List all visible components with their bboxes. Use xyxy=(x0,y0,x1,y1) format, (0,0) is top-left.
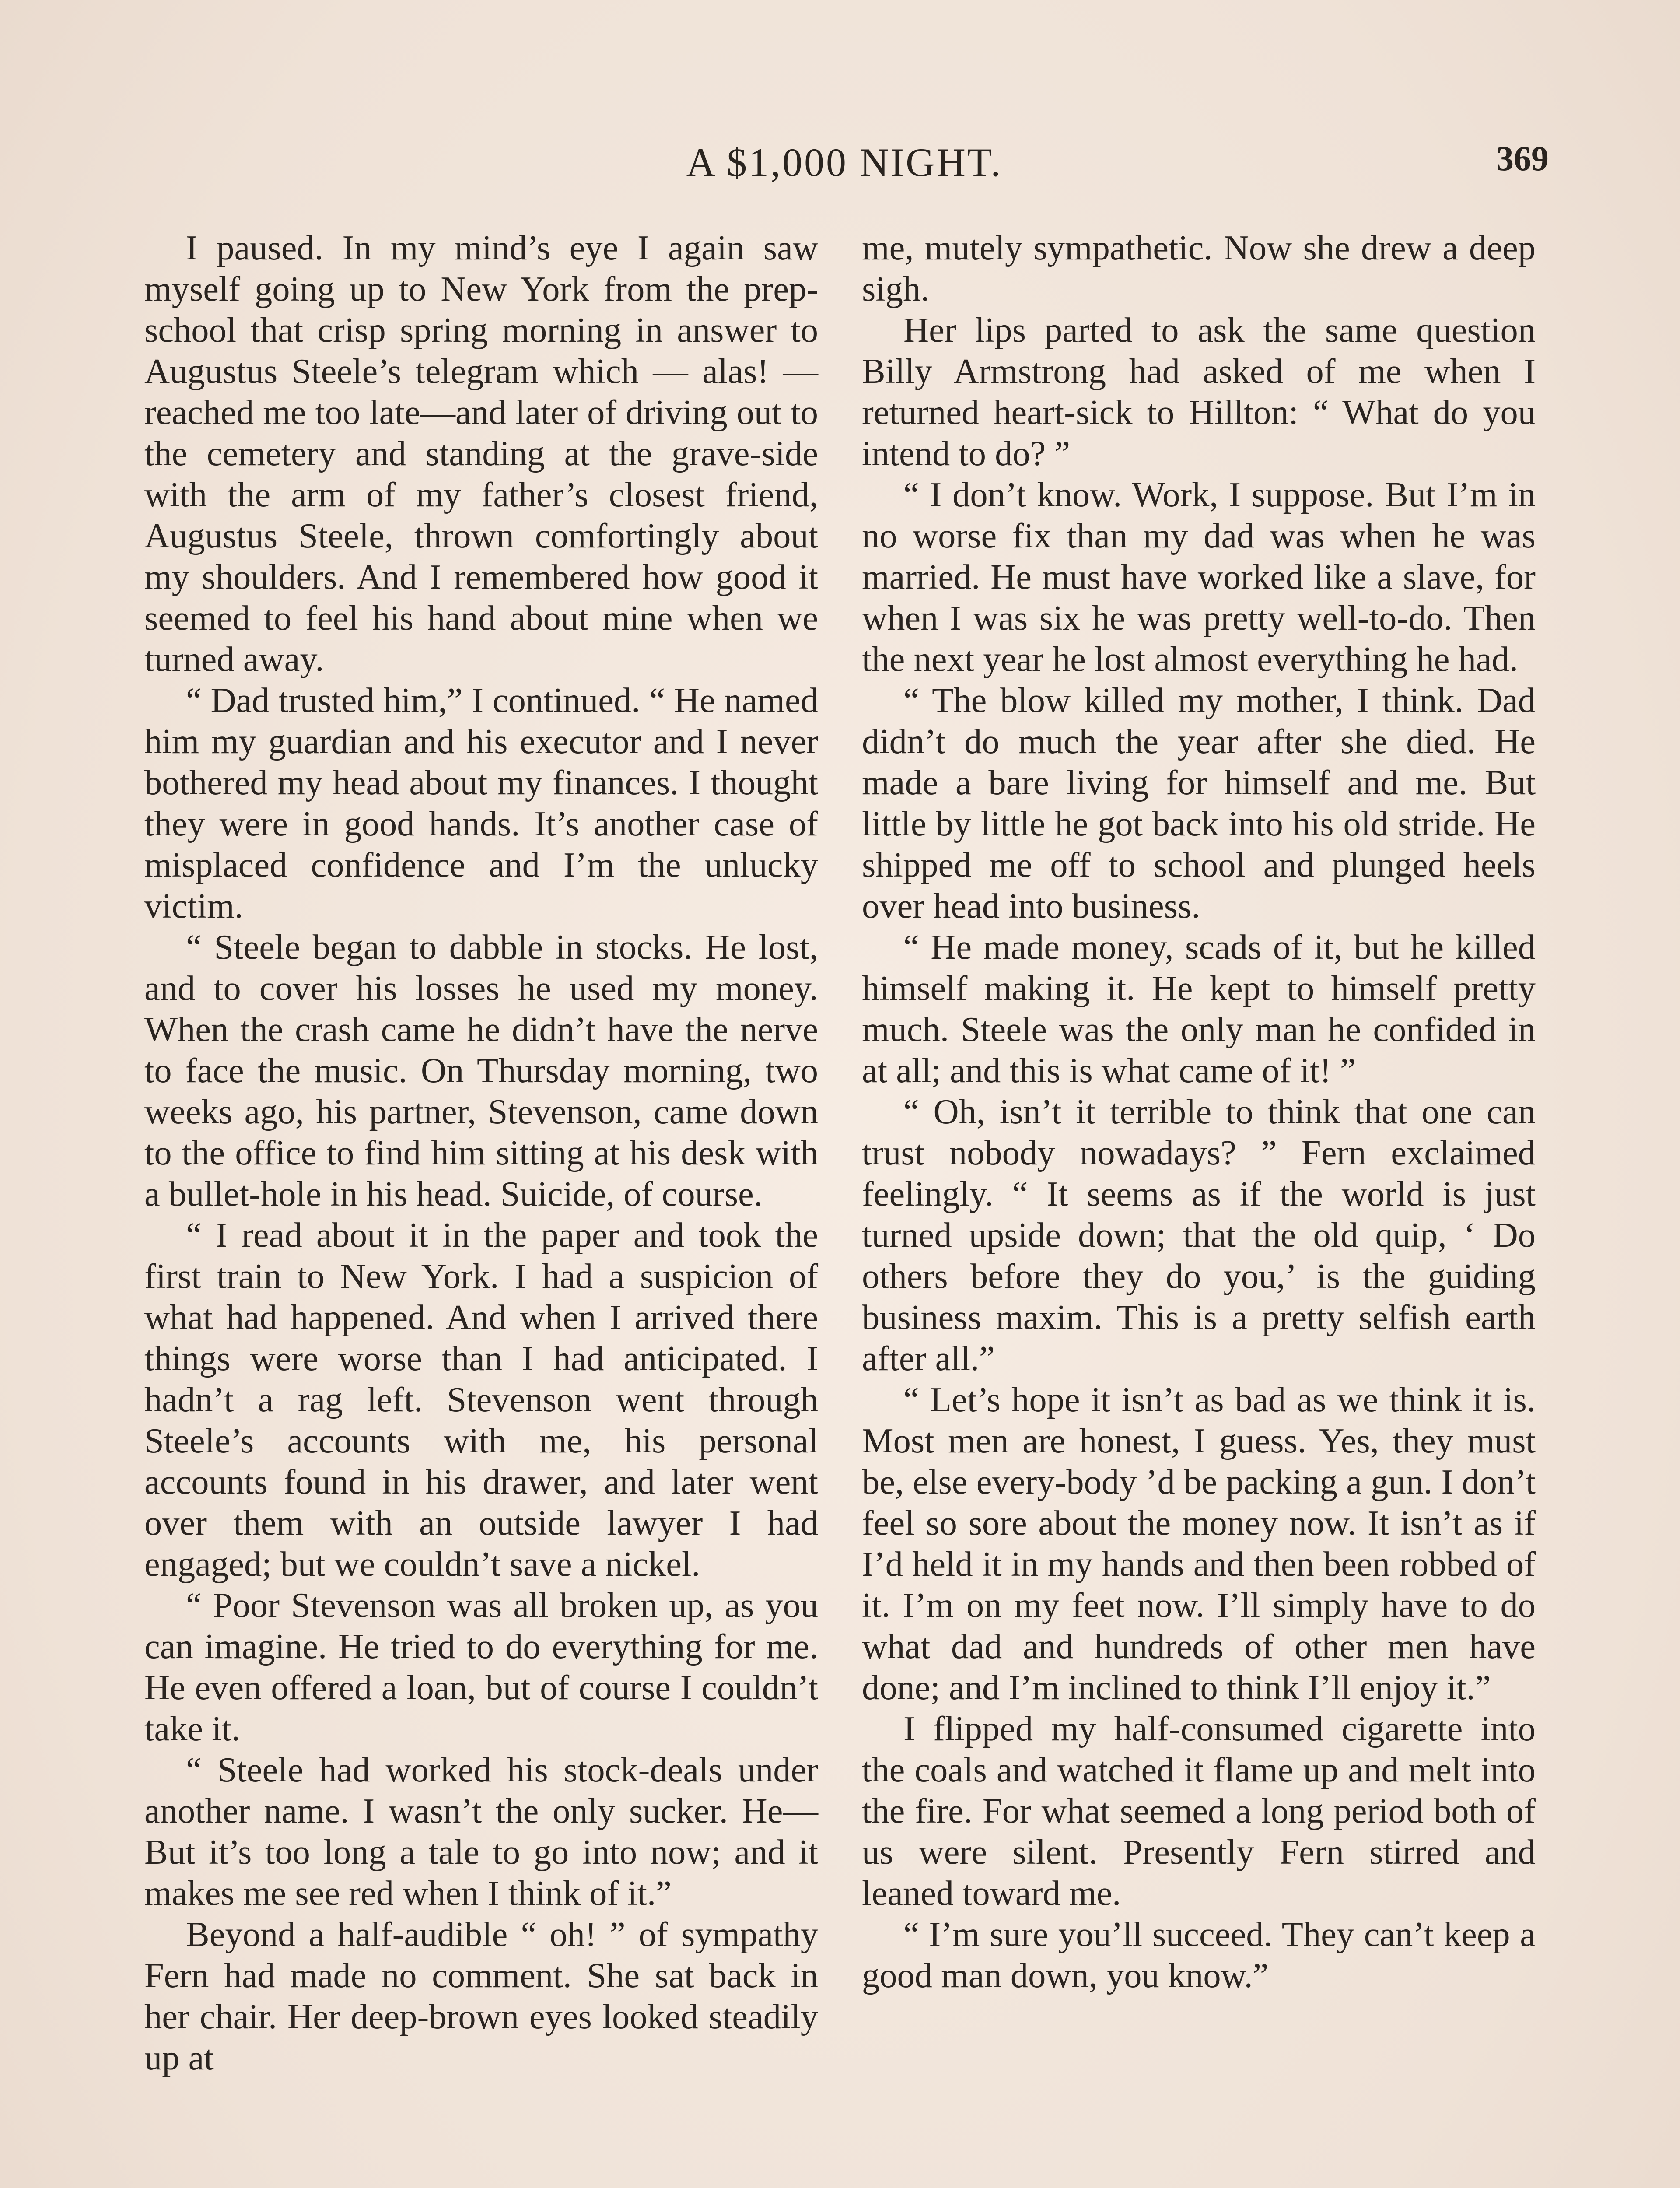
paragraph: “ He made money, scads of it, but he killed himself making it. He kept to himself pretty much. Steele was the only man he confided in at all; and this is what came of it! ” xyxy=(862,928,1536,1090)
running-head: A $1,000 NIGHT. xyxy=(686,140,1003,185)
left-column xyxy=(144,228,818,2079)
paragraph: “ Poor Stevenson was all broken up, as you can imagine. He tried to do everything for me. He even offered a loan, but of course I couldn’t take it. xyxy=(144,1586,818,1748)
paragraph: “ Steele had worked his stock-deals under another name. I wasn’t the only sucker. He— But it’s too long a tale to go into now; and it makes me see red when I think of it.” xyxy=(144,1750,818,1913)
paragraph: I paused. In my mind’s eye I again saw myself going up to New York from the prep-school that crisp spring morning in answer to Augustus Steele’s telegram which — alas! — reached me too late—and later of driving out to the cemetery and standing at the grave-side with the arm of my father’s closest friend, Augustus Steele, thrown comfortingly about my shoulders. And I remembered how good it seemed to feel his hand about mine when we turned away. xyxy=(144,228,818,679)
paragraph: “ Oh, isn’t it terrible to think that one can trust nobody nowadays? ” Fern exclaimed feelingly. “ It seems as if the world is just turned upside down; that the old quip, ‘ Do others before they do you,’ is the guiding business maxim. This is a pretty selfish earth after all.” xyxy=(862,1092,1536,1378)
paragraph: Her lips parted to ask the same question Billy Armstrong had asked of me when I returned heart-sick to Hillton: “ What do you intend to do? ” xyxy=(862,311,1536,473)
paragraph: “ Let’s hope it isn’t as bad as we think it is. Most men are honest, I guess. Yes, they must be, else every-body ’d be packing a gun. I don’t feel so sore about the money now. It isn’t as if I’d held it in my hands and then been robbed of it. I’m on my feet now. I’ll simply have to do what dad and hundreds of other men have done; and I’m inclined to think I’ll enjoy it.” xyxy=(862,1380,1536,1707)
page-number: 369 xyxy=(1496,140,1549,178)
paragraph: Beyond a half-audible “ oh! ” of sympathy Fern had made no comment. She sat back in her chair. Her deep-brown eyes looked steadily up at xyxy=(144,1915,818,2077)
right-column xyxy=(862,228,1536,1996)
paragraph: “ I read about it in the paper and took the first train to New York. I had a suspicion of what had happened. And when I arrived there things were worse than I had anticipated. I hadn’t a rag left. Stevenson went through Steele’s accounts with me, his personal accounts found in his drawer, and later went over them with an outside lawyer I had engaged; but we couldn’t save a nickel. xyxy=(144,1216,818,1584)
paragraph: “ Steele began to dabble in stocks. He lost, and to cover his losses he used my money. When the crash came he didn’t have the nerve to face the music. On Thursday morning, two weeks ago, his partner, Stevenson, came down to the office to find him sitting at his desk with a bullet-hole in his head. Suicide, of course. xyxy=(144,928,818,1213)
paragraph: “ I don’t know. Work, I suppose. But I’m in no worse fix than my dad was when he was married. He must have worked like a slave, for when I was six he was pretty well-to-do. Then the next year he lost almost everything he had. xyxy=(862,475,1536,679)
paragraph-continued: me, mutely sympathetic. Now she drew a deep sigh. xyxy=(862,228,1536,309)
paragraph: “ I’m sure you’ll succeed. They can’t keep a good man down, you know.” xyxy=(862,1915,1536,1995)
paragraph: I flipped my half-consumed cigarette into the coals and watched it flame up and melt into the fire. For what seemed a long period both of us were silent. Presently Fern stirred and leaned toward me. xyxy=(862,1709,1536,1913)
paragraph: “ The blow killed my mother, I think. Dad didn’t do much the year after she died. He made a bare living for himself and me. But little by little he got back into his old stride. He shipped me off to school and plunged heels over head into business. xyxy=(862,681,1536,926)
paragraph: “ Dad trusted him,” I continued. “ He named him my guardian and his executor and I never bothered my head about my finances. I thought they were in good hands. It’s another case of misplaced confidence and I’m the unlucky victim. xyxy=(144,681,818,926)
